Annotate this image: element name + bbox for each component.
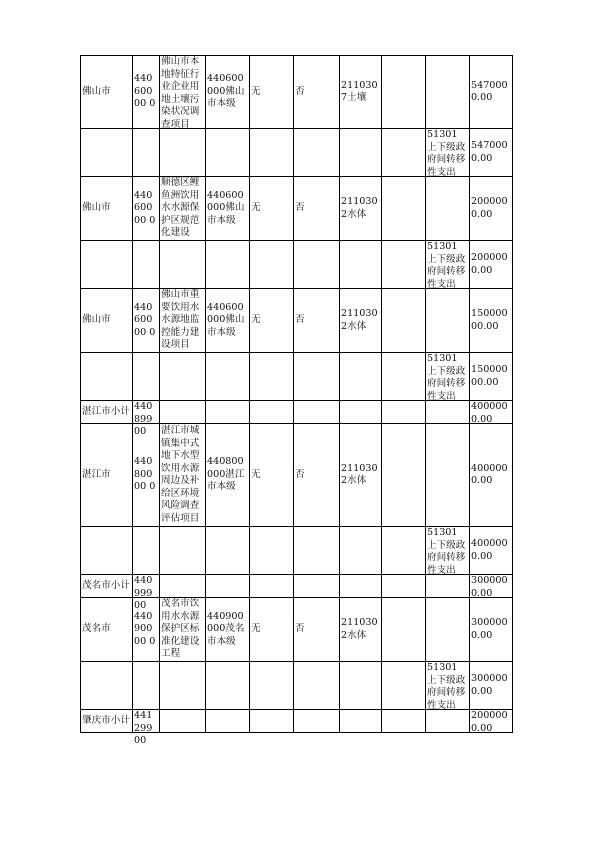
city-text: 茂名市 — [82, 623, 111, 635]
project-name-cell — [160, 710, 206, 733]
yes-no-cell — [294, 527, 340, 575]
function-category-text: 2110302水体 — [341, 196, 378, 220]
amount-text: 5470000.00 — [471, 140, 508, 164]
project-name-cell — [160, 289, 206, 353]
unit-cell — [206, 710, 250, 733]
admin-code-cell — [133, 401, 160, 437]
amount-cell — [470, 424, 513, 527]
economic-category-cell — [426, 575, 470, 598]
flag-cell — [250, 662, 294, 710]
blank-cell — [382, 401, 426, 424]
project-name-cell — [160, 241, 206, 289]
admin-code-cell — [133, 662, 160, 710]
city-cell — [81, 177, 133, 241]
flag-text: 无 — [251, 85, 261, 97]
table-row — [81, 177, 513, 241]
yes-no-cell — [294, 710, 340, 733]
flag-cell — [250, 129, 294, 177]
detail-row — [81, 662, 513, 710]
unit-cell — [206, 353, 250, 401]
city-cell — [81, 527, 133, 575]
economic-category-cell — [426, 56, 470, 129]
city-cell — [81, 56, 133, 129]
admin-code-text: 44060000 0 — [134, 189, 156, 226]
flag-text: 无 — [251, 468, 261, 480]
function-category-cell — [340, 56, 382, 129]
function-category-cell — [340, 241, 382, 289]
economic-category-text: 51301 上下级政府间转移性支出 — [427, 527, 466, 576]
amount-text: 3000000.00 — [471, 617, 508, 641]
project-name-text: 茂名市饮用水水源保护区标准化建设工程 — [161, 598, 200, 660]
unit-text: 440900000茂名市本级 — [207, 610, 245, 647]
detail-row — [81, 129, 513, 177]
yes-no-text: 否 — [295, 314, 305, 326]
amount-text: 5470000.00 — [471, 79, 508, 103]
unit-cell — [206, 424, 250, 527]
yes-no-cell — [294, 353, 340, 401]
amount-text: 3000000.00 — [471, 575, 508, 599]
amount-cell — [470, 401, 513, 424]
project-name-cell — [160, 424, 206, 527]
economic-category-cell — [426, 424, 470, 527]
table-row — [81, 56, 513, 129]
admin-code-cell — [133, 424, 160, 527]
amount-text: 4000000.00 — [471, 462, 508, 486]
economic-category-cell — [426, 598, 470, 662]
amount-cell — [470, 353, 513, 401]
flag-cell — [250, 527, 294, 575]
project-name-cell — [160, 527, 206, 575]
project-name-cell — [160, 401, 206, 424]
yes-no-text: 否 — [295, 468, 305, 480]
economic-category-cell — [426, 241, 470, 289]
admin-code-cell — [133, 177, 160, 241]
admin-code-text: 44090000 0 — [134, 610, 156, 647]
yes-no-cell — [294, 56, 340, 129]
admin-code-cell — [133, 353, 160, 401]
unit-cell — [206, 56, 250, 129]
project-name-text: 佛山市本地特征行业企业用地土壤污染状况调查项目 — [161, 56, 200, 130]
unit-cell — [206, 575, 250, 598]
city-cell — [81, 424, 133, 527]
subtotal-row — [81, 710, 513, 733]
amount-text: 2000000.00 — [471, 196, 508, 220]
function-category-cell — [340, 177, 382, 241]
project-name-text: 顺德区鲤鱼洲饮用水水源保护区规范化建设 — [161, 177, 200, 239]
project-name-cell — [160, 177, 206, 241]
function-category-cell — [340, 662, 382, 710]
flag-cell — [250, 289, 294, 353]
unit-text: 440800000湛江市本级 — [207, 456, 245, 493]
unit-cell — [206, 129, 250, 177]
blank-cell — [382, 575, 426, 598]
subtotal-row — [81, 575, 513, 598]
admin-code-cell — [133, 56, 160, 129]
project-name-cell — [160, 56, 206, 129]
function-category-cell — [340, 129, 382, 177]
city-cell — [81, 598, 133, 662]
city-cell — [81, 401, 133, 424]
yes-no-text: 否 — [295, 202, 305, 214]
amount-cell — [470, 662, 513, 710]
blank-cell — [382, 424, 426, 527]
economic-category-cell — [426, 289, 470, 353]
economic-category-cell — [426, 710, 470, 733]
amount-text: 2000000.00 — [471, 710, 508, 734]
unit-cell — [206, 662, 250, 710]
function-category-text: 2110307土壤 — [341, 79, 378, 103]
economic-category-cell — [426, 129, 470, 177]
table-body — [81, 56, 513, 746]
function-category-cell — [340, 527, 382, 575]
admin-code-cell — [133, 241, 160, 289]
unit-text: 440600000佛山市本级 — [207, 301, 245, 338]
yes-no-cell — [294, 662, 340, 710]
admin-code-cell — [133, 129, 160, 177]
city-text: 佛山市 — [82, 85, 111, 97]
yes-no-cell — [294, 424, 340, 527]
amount-cell — [470, 527, 513, 575]
function-category-text: 2110302水体 — [341, 462, 378, 486]
function-category-cell — [340, 575, 382, 598]
blank-cell — [382, 527, 426, 575]
function-category-cell — [340, 353, 382, 401]
amount-cell — [470, 598, 513, 662]
unit-cell — [206, 289, 250, 353]
admin-code-cell — [133, 710, 160, 746]
flag-text: 无 — [251, 623, 261, 635]
flag-text: 无 — [251, 314, 261, 326]
blank-cell — [382, 241, 426, 289]
amount-cell — [470, 289, 513, 353]
admin-code-cell — [133, 289, 160, 353]
city-cell — [81, 662, 133, 710]
blank-cell — [382, 662, 426, 710]
blank-cell — [382, 129, 426, 177]
admin-code-text: 44060000 0 — [134, 301, 156, 338]
yes-no-cell — [294, 129, 340, 177]
function-category-cell — [340, 401, 382, 424]
yes-no-cell — [294, 598, 340, 662]
yes-no-cell — [294, 401, 340, 424]
project-name-cell — [160, 129, 206, 177]
admin-code-text: 44099900 — [134, 575, 153, 611]
amount-cell — [470, 129, 513, 177]
unit-cell — [206, 241, 250, 289]
economic-category-text: 51301 上下级政府间转移性支出 — [427, 129, 466, 178]
function-category-text: 2110302水体 — [341, 617, 378, 641]
flag-cell — [250, 177, 294, 241]
amount-cell — [470, 241, 513, 289]
budget-table — [80, 55, 513, 746]
table-row — [81, 289, 513, 353]
blank-cell — [382, 56, 426, 129]
yes-no-text: 否 — [295, 623, 305, 635]
flag-cell — [250, 598, 294, 662]
flag-cell — [250, 353, 294, 401]
yes-no-cell — [294, 177, 340, 241]
admin-code-cell — [133, 575, 160, 611]
amount-cell — [470, 575, 513, 598]
city-text: 湛江市 — [82, 468, 111, 480]
economic-category-cell — [426, 527, 470, 575]
blank-cell — [382, 353, 426, 401]
unit-cell — [206, 401, 250, 424]
unit-text: 440600000佛山市本级 — [207, 189, 245, 226]
admin-code-text: 44129900 — [134, 710, 153, 746]
blank-cell — [382, 710, 426, 733]
admin-code-cell — [133, 527, 160, 575]
yes-no-cell — [294, 241, 340, 289]
city-cell — [81, 241, 133, 289]
amount-cell — [470, 710, 513, 733]
economic-category-cell — [426, 401, 470, 424]
amount-cell — [470, 177, 513, 241]
flag-cell — [250, 401, 294, 424]
city-cell — [81, 575, 133, 598]
function-category-cell — [340, 289, 382, 353]
project-name-cell — [160, 662, 206, 710]
economic-category-cell — [426, 177, 470, 241]
detail-row — [81, 241, 513, 289]
city-text: 佛山市 — [82, 202, 111, 214]
project-name-cell — [160, 353, 206, 401]
flag-cell — [250, 424, 294, 527]
function-category-text: 2110302水体 — [341, 308, 378, 332]
project-name-cell — [160, 575, 206, 598]
project-name-text: 佛山市重要饮用水水源地监控能力建设项目 — [161, 289, 200, 351]
flag-cell — [250, 56, 294, 129]
table-row — [81, 424, 513, 527]
city-cell — [81, 353, 133, 401]
admin-code-text: 44060000 0 — [134, 73, 156, 110]
detail-row — [81, 353, 513, 401]
amount-text: 15000000.00 — [471, 308, 508, 332]
yes-no-cell — [294, 575, 340, 598]
city-text: 佛山市 — [82, 314, 111, 326]
blank-cell — [382, 177, 426, 241]
amount-text: 2000000.00 — [471, 252, 508, 276]
unit-cell — [206, 598, 250, 662]
city-text: 茂名市小计 — [82, 580, 130, 592]
economic-category-text: 51301 上下级政府间转移性支出 — [427, 662, 466, 711]
economic-category-text: 51301 上下级政府间转移性支出 — [427, 241, 466, 290]
blank-cell — [382, 289, 426, 353]
unit-cell — [206, 177, 250, 241]
detail-row — [81, 527, 513, 575]
amount-text: 15000000.00 — [471, 364, 508, 388]
unit-text: 440600000佛山市本级 — [207, 73, 245, 110]
function-category-cell — [340, 598, 382, 662]
project-name-cell — [160, 598, 206, 662]
yes-no-text: 否 — [295, 85, 305, 97]
city-text: 湛江市小计 — [82, 406, 130, 418]
admin-code-text: 44089900 — [134, 401, 153, 437]
flag-cell — [250, 241, 294, 289]
unit-cell — [206, 527, 250, 575]
function-category-cell — [340, 424, 382, 527]
project-name-text: 湛江市城镇集中式地下水型饮用水源周边及补给区环境风险调查评估项目 — [161, 425, 200, 524]
city-cell — [81, 289, 133, 353]
amount-text: 3000000.00 — [471, 673, 508, 697]
subtotal-row — [81, 401, 513, 424]
city-cell — [81, 710, 133, 733]
economic-category-cell — [426, 353, 470, 401]
city-cell — [81, 129, 133, 177]
flag-cell — [250, 710, 294, 733]
city-text: 肇庆市小计 — [82, 715, 130, 727]
admin-code-text: 44080000 0 — [134, 456, 156, 493]
blank-cell — [382, 598, 426, 662]
function-category-cell — [340, 710, 382, 733]
economic-category-text: 51301 上下级政府间转移性支出 — [427, 353, 466, 402]
economic-category-cell — [426, 662, 470, 710]
amount-cell — [470, 56, 513, 129]
amount-text: 4000000.00 — [471, 401, 508, 425]
yes-no-cell — [294, 289, 340, 353]
flag-cell — [250, 575, 294, 598]
flag-text: 无 — [251, 202, 261, 214]
amount-text: 4000000.00 — [471, 538, 508, 562]
